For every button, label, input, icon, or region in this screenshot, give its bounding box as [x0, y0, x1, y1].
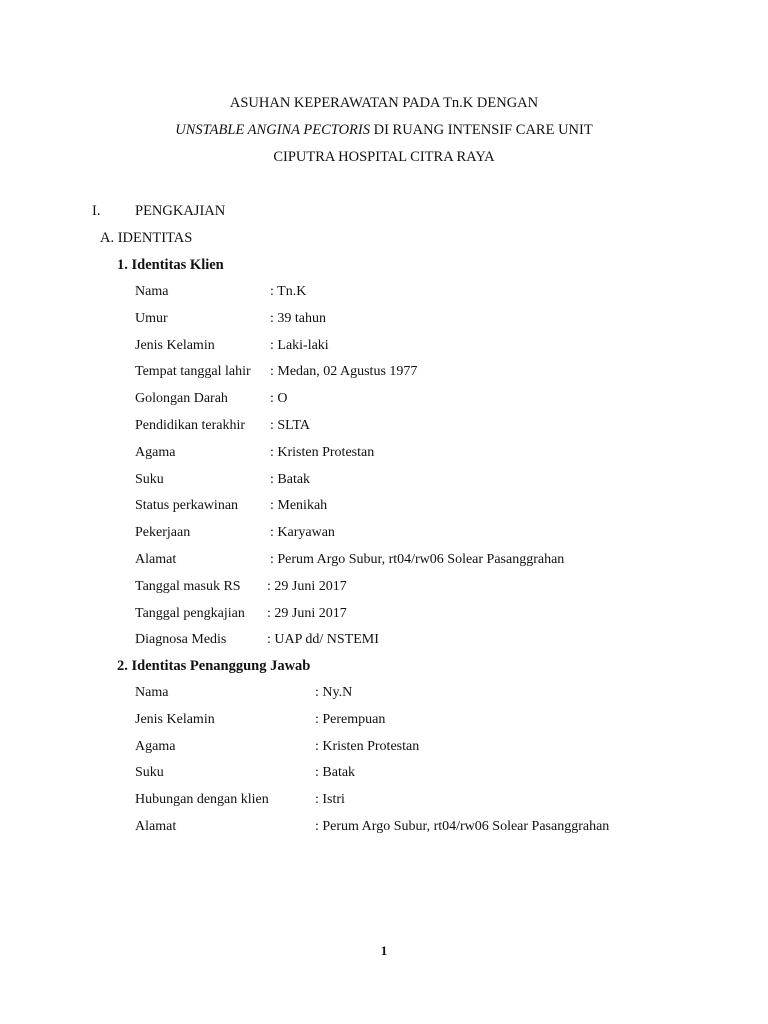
field-value: : Batak: [315, 765, 356, 781]
field-value: : 29 Juni 2017: [267, 605, 347, 621]
guardian-field-row: [135, 790, 768, 810]
guardian-field-row: [135, 683, 768, 703]
client-field-row: [135, 630, 768, 650]
field-value: : Perum Argo Subur, rt04/rw06 Solear Pasanggrahan: [270, 552, 565, 567]
client-field-row: [135, 309, 768, 329]
client-field-row: [135, 389, 768, 409]
field-value: : Perum Argo Subur, rt04/rw06 Solear Pasanggrahan: [315, 819, 610, 834]
field-label: Hubungan dengan klien: [135, 792, 269, 808]
field-value: : Kristen Protestan: [315, 738, 420, 754]
field-label: Agama: [135, 444, 176, 460]
field-value: : Laki-laki: [270, 337, 329, 353]
client-field-row: [135, 604, 768, 624]
field-value: : SLTA: [270, 418, 310, 433]
document-title-line-2: [0, 120, 768, 140]
field-value: : Medan, 02 Agustus 1977: [270, 364, 418, 380]
field-value: : Tn.K: [270, 284, 307, 299]
field-label: Suku: [135, 471, 164, 487]
document-title-line-1: ASUHAN KEPERAWATAN PADA Tn.K DENGAN: [229, 95, 539, 111]
field-label: Pekerjaan: [135, 525, 191, 541]
field-value: : UAP dd/ NSTEMI: [267, 632, 379, 648]
client-field-row: [135, 282, 768, 302]
guardian-field-row: [135, 817, 768, 837]
field-label: Suku: [135, 765, 164, 781]
client-field-row: [135, 496, 768, 516]
field-label: Nama: [135, 284, 169, 299]
field-label: Diagnosa Medis: [135, 632, 227, 648]
field-label: Golongan Darah: [135, 391, 228, 407]
field-value: : Ny.N: [315, 685, 353, 700]
field-label: Agama: [135, 738, 176, 754]
guardian-field-row: [135, 737, 768, 757]
field-value: : Karyawan: [270, 525, 335, 541]
field-label: Alamat: [135, 819, 177, 834]
field-value: : Kristen Protestan: [270, 444, 375, 460]
subheading-identitas-klien: 1. Identitas Klien: [117, 257, 224, 273]
client-field-row: [135, 577, 768, 597]
guardian-field-row: [135, 763, 768, 783]
section-number: I.: [92, 203, 101, 219]
field-label: Tanggal pengkajian: [135, 605, 245, 621]
client-field-row: [135, 523, 768, 543]
client-field-row: [135, 470, 768, 490]
guardian-field-row: [135, 710, 768, 730]
client-field-row: [135, 443, 768, 463]
field-value: : Menikah: [270, 498, 328, 514]
field-value: : 29 Juni 2017: [267, 578, 347, 594]
field-label: Alamat: [135, 552, 177, 567]
client-field-row: [135, 550, 768, 570]
field-value: : 39 tahun: [270, 310, 326, 326]
subheading-penanggung-jawab: 2. Identitas Penanggung Jawab: [117, 658, 311, 674]
field-value: : Istri: [315, 792, 345, 808]
field-label: Status perkawinan: [135, 498, 239, 514]
client-field-row: [135, 336, 768, 356]
field-label: Jenis Kelamin: [135, 337, 215, 353]
unit-title-text: DI RUANG INTENSIF CARE UNIT: [369, 122, 593, 138]
field-label: Umur: [135, 310, 168, 326]
field-label: Tanggal masuk RS: [135, 578, 241, 594]
client-field-row: [135, 416, 768, 436]
subsection-identitas: A. IDENTITAS: [100, 230, 193, 246]
field-value: : Batak: [270, 471, 311, 487]
client-field-row: [135, 362, 768, 382]
page-number: 1: [380, 943, 388, 958]
field-value: : Perempuan: [315, 711, 386, 727]
field-label: Jenis Kelamin: [135, 711, 215, 727]
field-label: Tempat tanggal lahir: [135, 364, 251, 380]
field-label: Pendidikan terakhir: [135, 418, 246, 433]
diagnosis-title-italic: UNSTABLE ANGINA PECTORIS: [175, 122, 370, 138]
field-value: : O: [270, 391, 288, 407]
field-label: Nama: [135, 685, 169, 700]
section-title: PENGKAJIAN: [135, 203, 226, 219]
document-title-line-3: CIPUTRA HOSPITAL CITRA RAYA: [273, 149, 495, 165]
